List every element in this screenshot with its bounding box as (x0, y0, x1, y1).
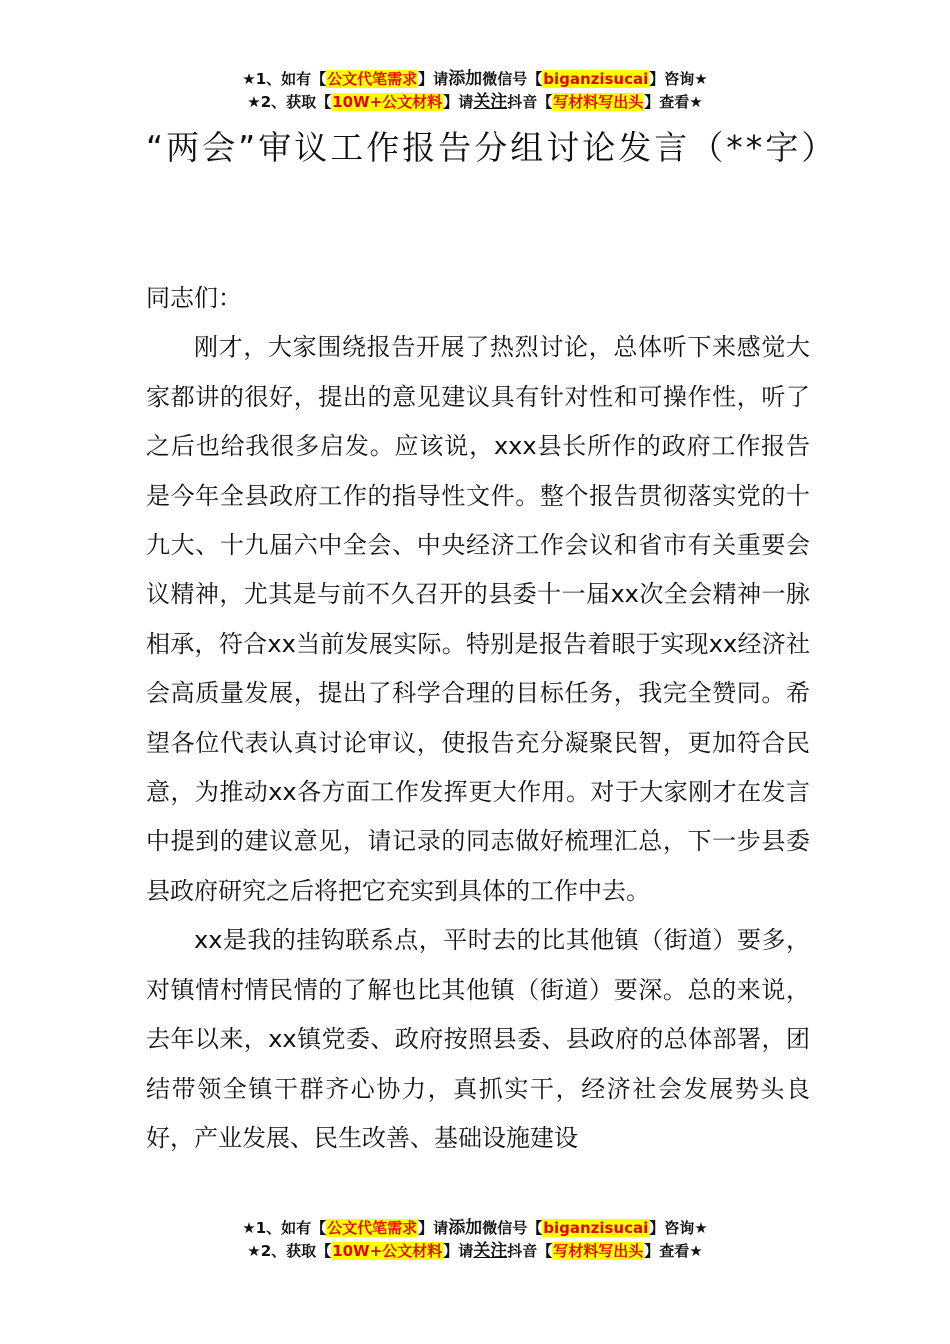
banner-text: 】请 (418, 1219, 449, 1237)
banner-highlight: 公文代笔需求 (327, 70, 418, 88)
banner-text: 】查看★ (644, 93, 703, 111)
banner-text: ★1、如有【 (242, 1219, 327, 1237)
banner-emphasis: 添加 (448, 1218, 483, 1238)
banner-emphasis: 关注 (473, 1241, 508, 1261)
banner-text: 】咨询★ (649, 1219, 708, 1237)
document-title: “两会”审议工作报告分组讨论发言（**字） (146, 128, 838, 167)
banner-text: ★2、获取【 (247, 1242, 332, 1260)
banner-text: 】咨询★ (649, 70, 708, 88)
paragraph: 刚才，大家围绕报告开展了热烈讨论，总体听下来感觉大家都讲的很好，提出的意见建议具有针对性和可操作性，听了之后也给我很多启发。应该说，xxx县长所作的政府工作报告是今年全县政府工作的指导性文件。整个报告贯彻落实党的十九大、十九届六中全会、中央经济工作会议和省市有关重要会议精神，尤其是与前不久召开的县委十一届xx次全会精神一脉相承，符合xx当前发展实际。特别是报告着眼于实现xx经济社会高质量发展，提出了科学合理的目标任务，我完全赞同。希望各位代表认真讨论审议，使报告充分凝聚民智，更加符合民意，为推动xx各方面工作发挥更大作用。对于大家刚才在发言中提到的建议意见，请记录的同志做好梳理汇总，下一步县委县政府研究之后将把它充实到具体的工作中去。 (146, 333, 810, 905)
banner-text: 】请 (443, 93, 474, 111)
banner-text: 】请 (418, 70, 449, 88)
banner-highlight: 10W+公文材料 (332, 1242, 443, 1260)
paragraph: xx是我的挂钩联系点，平时去的比其他镇（街道）要多，对镇情村情民情的了解也比其他镇（街道）要深。总的来说，去年以来，xx镇党委、政府按照县委、县政府的总体部署，团结带领全镇干群齐心协力，真抓实干，经济社会发展势头良好，产业发展、民生改善、基础设施建设 (146, 926, 810, 1152)
banner-text: 微信号【 (482, 70, 543, 88)
banner-text: ★2、获取【 (247, 93, 332, 111)
banner-text: 抖音【 (507, 93, 553, 111)
banner-line-2 (0, 1240, 950, 1263)
salutation: 同志们： (146, 284, 242, 312)
banner-text: 抖音【 (507, 1242, 553, 1260)
banner-emphasis: 添加 (448, 69, 483, 89)
banner-text: 微信号【 (482, 1219, 543, 1237)
banner-highlight: 公文代笔需求 (327, 1219, 418, 1237)
banner-highlight: biganzisucai (543, 1219, 649, 1237)
banner-highlight: 10W+公文材料 (332, 93, 443, 111)
banner-highlight: 写材料写出头 (553, 93, 644, 111)
document-content (146, 274, 810, 1163)
banner-text: 】请 (443, 1242, 474, 1260)
banner-highlight: biganzisucai (543, 70, 649, 88)
banner-emphasis: 关注 (473, 92, 508, 112)
banner-line-1 (0, 1217, 950, 1240)
footer-banner (0, 1217, 950, 1263)
banner-highlight: 写材料写出头 (553, 1242, 644, 1260)
banner-text: ★1、如有【 (242, 70, 327, 88)
banner-text: 】查看★ (644, 1242, 703, 1260)
